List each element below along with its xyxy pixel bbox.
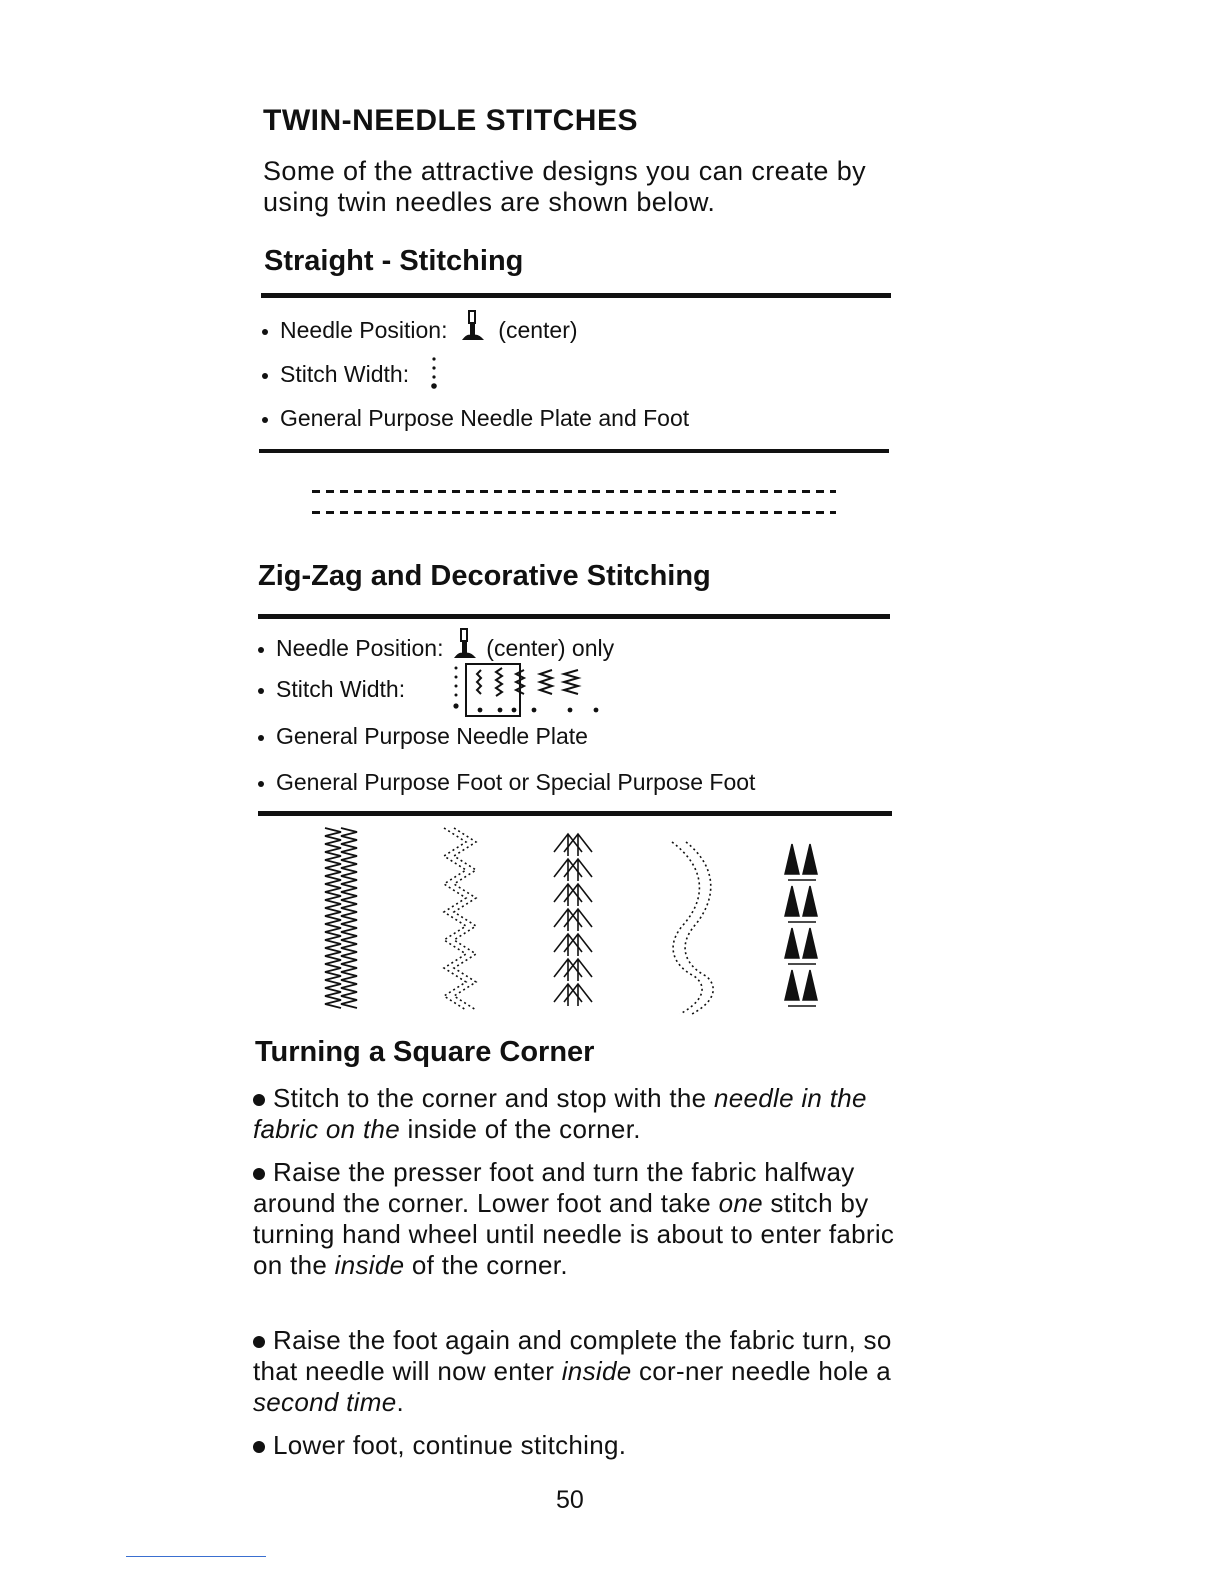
stitch-width-scale-icon	[448, 662, 608, 722]
dotted-zigzag-sample	[436, 828, 486, 1013]
section-rule	[261, 293, 891, 298]
straight-plate-foot	[262, 404, 689, 432]
tree-stitch	[785, 844, 799, 874]
straight-needle-position	[262, 310, 578, 344]
corner-heading: Turning a Square Corner	[255, 1036, 595, 1068]
tree-stitch	[785, 886, 799, 916]
footer-line	[126, 1556, 266, 1557]
straight-stitch-width	[262, 356, 440, 390]
section-rule	[259, 449, 889, 453]
section-rule	[258, 614, 890, 619]
tree-stitch	[803, 928, 817, 958]
page-title: TWIN-NEEDLE STITCHES	[263, 104, 638, 137]
section-rule	[258, 811, 892, 816]
corner-step-2: Raise the presser foot and turn the fabric halfway around the corner. Lower foot and take one stitch by turning hand wheel until needle is about to enter fabric on the inside of the corner.	[253, 1157, 895, 1280]
zigzag-foot	[258, 768, 755, 796]
needle-position-icon	[460, 310, 486, 344]
arrowhead-stitch-sample	[550, 828, 600, 1013]
zigzag-needle-position	[258, 628, 614, 662]
straight-heading: Straight - Stitching	[264, 245, 524, 277]
zigzag-stitch-width	[258, 675, 405, 703]
tree-stitch	[785, 970, 799, 1000]
tree-stitch	[803, 970, 817, 1000]
tree-stitch-sample	[784, 844, 834, 1014]
scallop-stitch-sample	[664, 836, 724, 1021]
intro-text: Some of the attractive designs you can create by using twin needles are shown below.	[263, 156, 867, 217]
stitch-width-icon	[428, 356, 440, 390]
page-number: 50	[556, 1486, 584, 1514]
tree-stitch	[785, 928, 799, 958]
item-label: Needle Position:	[276, 635, 444, 661]
item-label: General Purpose Needle Plate	[276, 723, 588, 749]
straight-stitch-line-2	[312, 511, 836, 514]
item-suffix: (center) only	[486, 635, 615, 661]
item-label: Needle Position:	[280, 317, 448, 343]
zigzag-heading: Zig-Zag and Decorative Stitching	[258, 560, 711, 592]
needle-position-icon	[452, 628, 478, 662]
item-label: Stitch Width:	[280, 361, 410, 387]
corner-step-4: Lower foot, continue stitching.	[253, 1430, 903, 1461]
corner-step-1: Stitch to the corner and stop with the needle in the fabric on the inside of the corner.	[253, 1083, 867, 1144]
corner-step-3: Raise the foot again and complete the fabric turn, so that needle will now enter inside cor-ner needle hole a second time.	[253, 1325, 892, 1417]
item-label: General Purpose Foot or Special Purpose Foot	[276, 769, 756, 795]
tree-stitch	[803, 886, 817, 916]
item-label: General Purpose Needle Plate and Foot	[280, 405, 690, 431]
zigzag-plate	[258, 722, 588, 750]
zigzag-stitch-sample	[323, 828, 363, 1013]
item-suffix: (center)	[498, 317, 578, 343]
item-label: Stitch Width:	[276, 676, 406, 702]
tree-stitch	[803, 844, 817, 874]
straight-stitch-line-1	[312, 490, 836, 493]
